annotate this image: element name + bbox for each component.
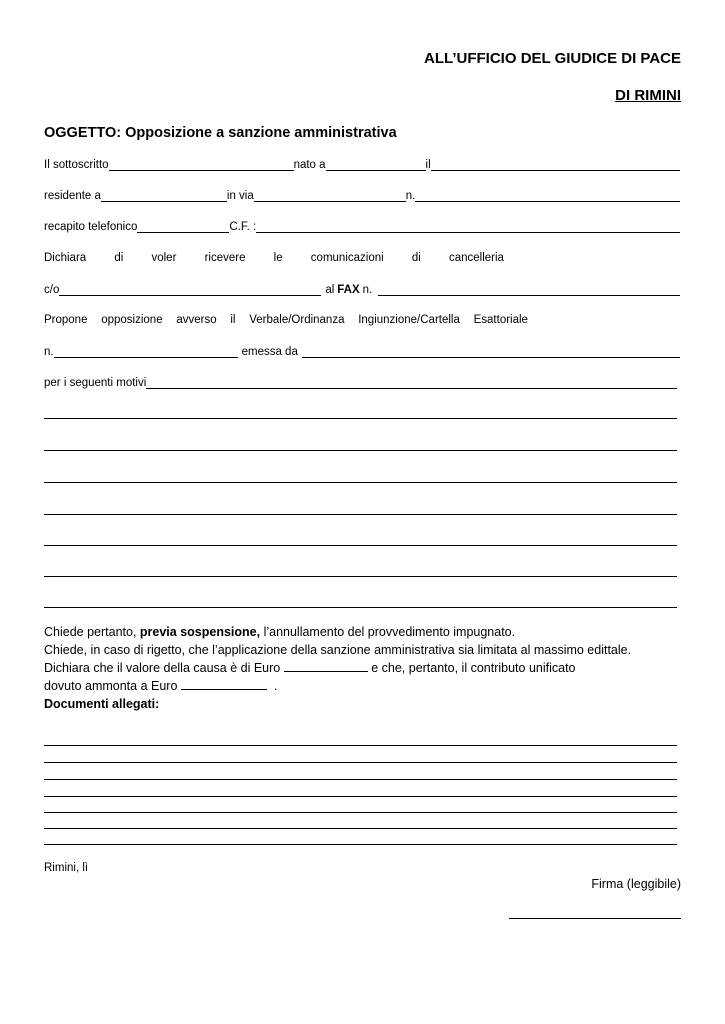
- label-residente-a: residente a: [44, 190, 101, 202]
- request-limitation: Chiede, in caso di rigetto, che l’applicazione della sanzione amministrativa sia limitata al massimo edittale.: [44, 643, 632, 657]
- fee-amount-field[interactable]: [181, 678, 267, 690]
- row-dichiara: [44, 252, 504, 264]
- word: il: [230, 314, 236, 326]
- label-act-number: n.: [44, 346, 54, 358]
- reasons-field[interactable]: [146, 377, 677, 389]
- row-atto: [44, 345, 680, 359]
- word: comunicazioni: [310, 252, 384, 264]
- place-date-label: Rimini, lì: [44, 862, 89, 874]
- residence-city-field[interactable]: [101, 190, 227, 202]
- row-sottoscritto: [44, 158, 680, 172]
- fax-field[interactable]: [378, 284, 680, 296]
- label-in-via: in via: [226, 190, 254, 202]
- signature-line[interactable]: [509, 918, 681, 919]
- word: le: [273, 252, 283, 264]
- word: Esattoriale: [473, 314, 528, 326]
- row-propone: [44, 314, 528, 326]
- reasons-line[interactable]: [44, 514, 677, 515]
- row-recapito: [44, 220, 680, 234]
- name-field[interactable]: [109, 159, 294, 171]
- reasons-line[interactable]: [44, 450, 677, 451]
- label-phone: recapito telefonico: [44, 221, 138, 233]
- label-il: il: [425, 159, 431, 171]
- documents-line[interactable]: [44, 812, 677, 813]
- word: voler: [151, 252, 177, 264]
- label-tax-code: C.F. :: [229, 221, 257, 233]
- label-nato-a: nato a: [293, 159, 326, 171]
- birthdate-field[interactable]: [431, 159, 680, 171]
- signature-label: Firma (leggibile): [591, 877, 681, 891]
- word: opposizione: [101, 314, 163, 326]
- word: Propone: [44, 314, 88, 326]
- phone-field[interactable]: [137, 221, 229, 233]
- issuer-field[interactable]: [302, 346, 680, 358]
- word: Ingiunzione/Cartella: [358, 314, 460, 326]
- street-field[interactable]: [254, 190, 406, 202]
- word: di: [114, 252, 124, 264]
- request-suspension: Chiede pertanto, previa sospensione, l’annullamento del provvedimento impugnato.: [44, 625, 516, 639]
- label-emessa-da: emessa da: [241, 346, 298, 358]
- reasons-line[interactable]: [44, 482, 677, 483]
- documents-line[interactable]: [44, 844, 677, 845]
- declaration-value: Dichiara che il valore della causa è di Euro e che, pertanto, il contributo unificato: [44, 661, 576, 675]
- word: ricevere: [204, 252, 246, 264]
- label-fax-n: n.: [362, 284, 373, 296]
- word: avverso: [176, 314, 217, 326]
- co-field[interactable]: [59, 284, 321, 296]
- declaration-fee: dovuto ammonta a Euro .: [44, 679, 278, 693]
- subject-title: OGGETTO: Opposizione a sanzione amministrativa: [44, 125, 397, 141]
- reasons-line[interactable]: [44, 545, 677, 546]
- label-civic-number: n.: [405, 190, 416, 202]
- civic-number-field[interactable]: [415, 190, 680, 202]
- documents-line[interactable]: [44, 745, 677, 746]
- label-fax: FAX: [337, 284, 360, 296]
- act-number-field[interactable]: [54, 346, 238, 358]
- birthplace-field[interactable]: [326, 159, 426, 171]
- reasons-line[interactable]: [44, 418, 677, 419]
- documents-heading: Documenti allegati:: [44, 697, 160, 711]
- documents-line[interactable]: [44, 796, 677, 797]
- requests-paragraph: [44, 623, 684, 713]
- addressee-line: ALL’UFFICIO DEL GIUDICE DI PACE: [424, 50, 681, 67]
- word: di: [411, 252, 421, 264]
- documents-line[interactable]: [44, 828, 677, 829]
- reasons-line[interactable]: [44, 576, 677, 577]
- row-motivi: [44, 376, 680, 390]
- row-recapito-fax: [44, 283, 680, 297]
- reasons-line[interactable]: [44, 607, 677, 608]
- row-residenza: [44, 189, 680, 203]
- label-co: c/o: [44, 284, 60, 296]
- word: Verbale/Ordinanza: [249, 314, 345, 326]
- documents-line[interactable]: [44, 779, 677, 780]
- documents-line[interactable]: [44, 762, 677, 763]
- label-motivi: per i seguenti motivi: [44, 377, 147, 389]
- value-amount-field[interactable]: [284, 660, 368, 672]
- tax-code-field[interactable]: [256, 221, 680, 233]
- label-al: al: [325, 284, 335, 296]
- word: cancelleria: [448, 252, 504, 264]
- label-sottoscritto: Il sottoscritto: [44, 159, 109, 171]
- word: Dichiara: [44, 252, 87, 264]
- addressee-city: DI RIMINI: [615, 87, 681, 104]
